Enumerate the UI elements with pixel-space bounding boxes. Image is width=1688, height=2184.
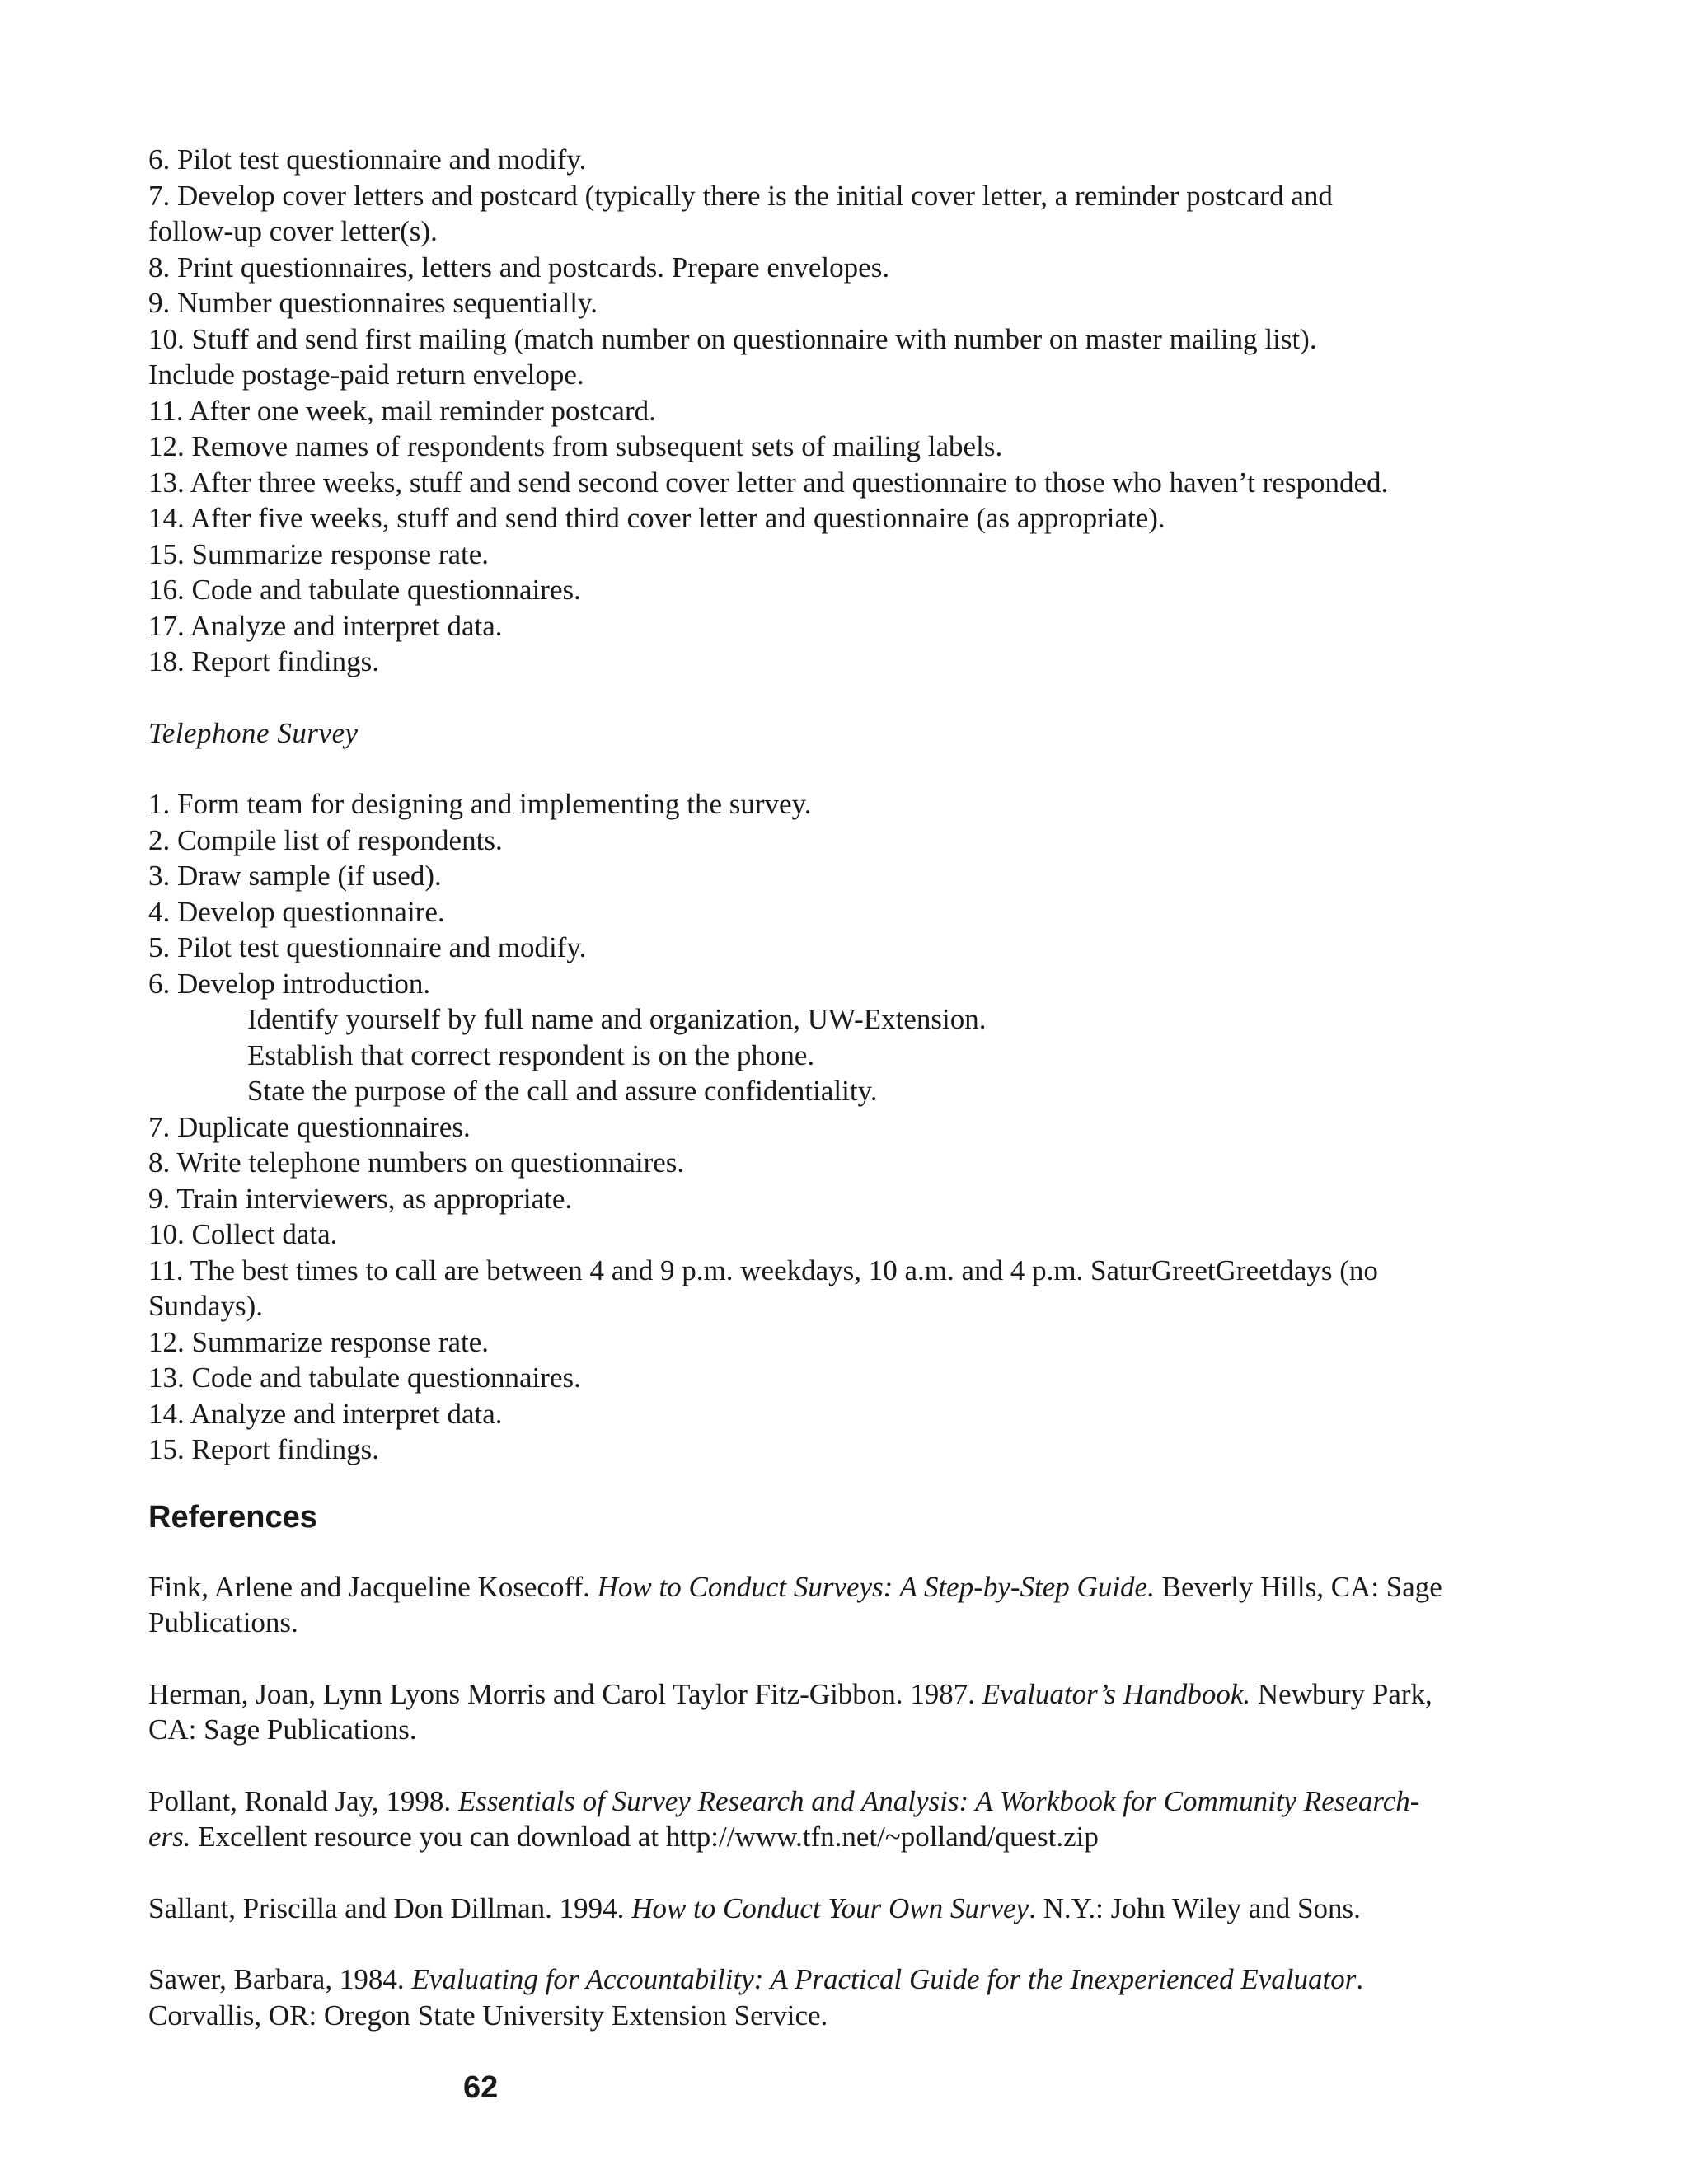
- intro-point: Establish that correct respondent is on the phone.: [247, 1038, 815, 1071]
- step-line: 18. Report findings.: [148, 645, 379, 677]
- step-line: 1. Form team for designing and implementing the survey.: [148, 788, 812, 820]
- step-line: 10. Collect data.: [148, 1218, 338, 1250]
- reference-title: How to Conduct Surveys: A Step-by-Step Guide.: [597, 1570, 1155, 1603]
- reference-authors: Herman, Joan, Lynn Lyons Morris and Carol Taylor Fitz-Gibbon. 1987.: [148, 1677, 982, 1710]
- reference-item: [148, 1569, 1451, 1641]
- step-line: 9. Number questionnaires sequentially.: [148, 287, 598, 319]
- telephone-survey-steps: [148, 786, 1451, 1468]
- step-line: 10. Stuff and send first mailing (match number on questionnaire with number on master mailing list).: [148, 322, 1317, 355]
- reference-item: [148, 1961, 1451, 2033]
- step-line: 5. Pilot test questionnaire and modify.: [148, 931, 587, 963]
- reference-publisher: . N.Y.: John Wiley and Sons.: [1029, 1891, 1361, 1924]
- reference-publisher: Newbury Park, CA: Sage Publications.: [148, 1677, 1432, 1746]
- reference-publisher: . Corvallis, OR: Oregon State University Extension Service.: [148, 1963, 1364, 2032]
- reference-authors: Fink, Arlene and Jacqueline Kosecoff.: [148, 1570, 598, 1603]
- step-line: 12. Summarize response rate.: [148, 1325, 490, 1358]
- step-line: 12. Remove names of respondents from subsequent sets of mailing labels.: [148, 430, 1003, 462]
- reference-publisher: Excellent resource you can download at http://www.tfn.net/~polland/quest.zip: [190, 1821, 1099, 1853]
- step-line: 4. Develop questionnaire.: [148, 895, 445, 928]
- step-line: 14. Analyze and interpret data.: [148, 1397, 503, 1430]
- page-number: 62: [463, 2070, 499, 2105]
- reference-title: How to Conduct Your Own Survey: [631, 1891, 1029, 1924]
- step-line: 14. After five weeks, stuff and send third cover letter and questionnaire (as appropriate).: [148, 502, 1165, 534]
- step-line: follow-up cover letter(s).: [148, 215, 438, 247]
- document-page: [148, 142, 1451, 2069]
- step-line: 7. Duplicate questionnaires.: [148, 1110, 471, 1143]
- reference-title: Essentials of Survey Research and Analysis: A Workbook for Community Research-ers.: [148, 1784, 1420, 1853]
- step-line: 8. Print questionnaires, letters and postcards. Prepare envelopes.: [148, 251, 890, 284]
- step-line: Sundays).: [148, 1290, 264, 1322]
- step-line: 6. Develop introduction.: [148, 967, 431, 1000]
- reference-item: [148, 1676, 1451, 1748]
- step-line: 3. Draw sample (if used).: [148, 860, 442, 892]
- step-line: 15. Report findings.: [148, 1433, 379, 1465]
- reference-item: [148, 1783, 1451, 1855]
- reference-authors: Pollant, Ronald Jay, 1998.: [148, 1784, 458, 1817]
- step-line: 11. The best times to call are between 4 and 9 p.m. weekdays, 10 a.m. and 4 p.m. SaturGreetGreetdays (no: [148, 1254, 1378, 1286]
- reference-item: [148, 1891, 1451, 1927]
- reference-authors: Sallant, Priscilla and Don Dillman. 1994.: [148, 1891, 632, 1924]
- step-line: 15. Summarize response rate.: [148, 537, 490, 570]
- step-line: 7. Develop cover letters and postcard (typically there is the initial cover letter, a reminder postcard and: [148, 179, 1333, 212]
- reference-authors: Sawer, Barbara, 1984.: [148, 1963, 412, 1995]
- step-line: 6. Pilot test questionnaire and modify.: [148, 143, 587, 176]
- intro-point: Identify yourself by full name and organization, UW-Extension.: [247, 1003, 987, 1035]
- mail-survey-steps: [148, 142, 1451, 680]
- step-line: 2. Compile list of respondents.: [148, 823, 503, 856]
- step-line: 16. Code and tabulate questionnaires.: [148, 574, 581, 606]
- references-heading: References: [148, 1499, 317, 1535]
- step-line: 11. After one week, mail reminder postcard.: [148, 394, 656, 427]
- reference-title: Evaluator’s Handbook.: [982, 1677, 1251, 1710]
- intro-point: State the purpose of the call and assure confidentiality.: [247, 1075, 878, 1107]
- step-line: 8. Write telephone numbers on questionnaires.: [148, 1146, 685, 1179]
- step-line: 9. Train interviewers, as appropriate.: [148, 1182, 573, 1215]
- telephone-survey-title: Telephone Survey: [148, 716, 359, 749]
- reference-publisher: Beverly Hills, CA: Sage Publications.: [148, 1570, 1442, 1638]
- step-line: 13. After three weeks, stuff and send second cover letter and questionnaire to those who haven’t responded.: [148, 466, 1389, 499]
- reference-title: Evaluating for Accountability: A Practical Guide for the Inexperienced Evaluator: [411, 1963, 1357, 1995]
- references-list: [148, 1569, 1451, 2034]
- step-line: 13. Code and tabulate questionnaires.: [148, 1361, 581, 1394]
- step-line: Include postage-paid return envelope.: [148, 359, 584, 391]
- step-line: 17. Analyze and interpret data.: [148, 609, 503, 642]
